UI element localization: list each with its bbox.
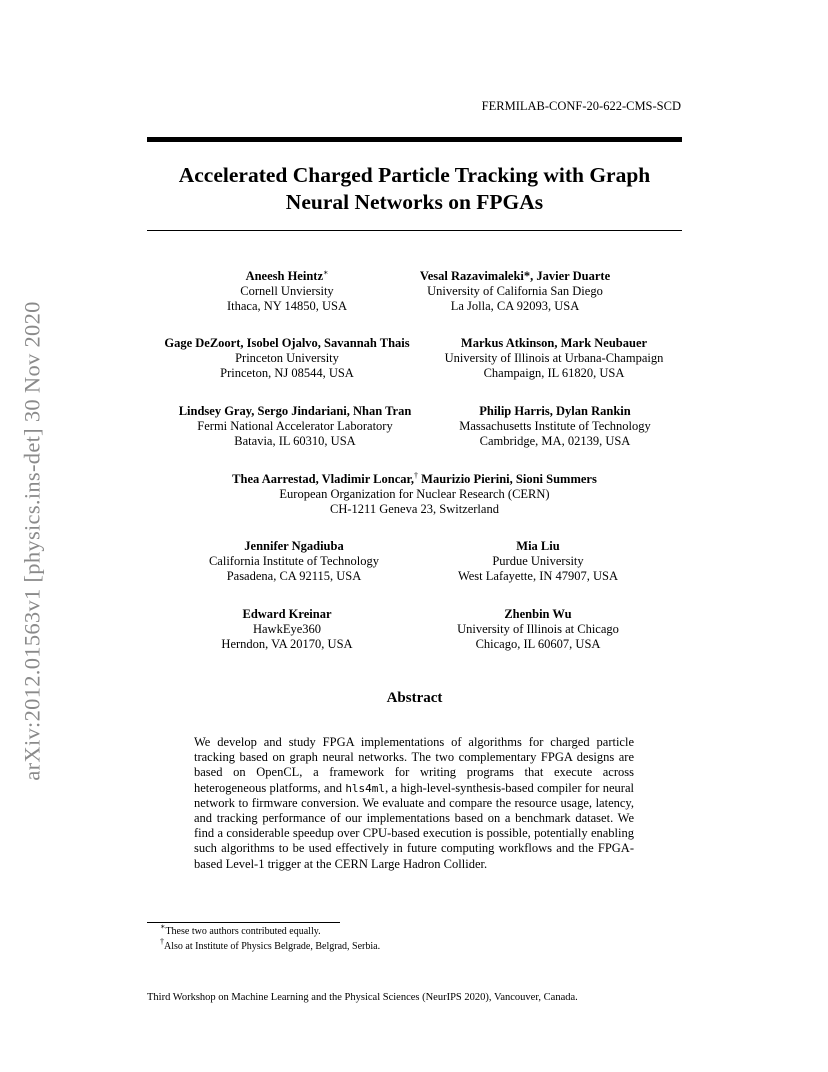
abstract-body: We develop and study FPGA implementations of algorithms for charged particle tracking based on graph neural networks. The two complementary FPGA designs are based on OpenCL, a framework for writing programs that execute across heterogeneous platforms, and hls4ml, a high-level-synthesis-based compiler for neural network to firmware conversion. We evaluate and compare the resource usage, latency, and tracking performance of our implementations based on a benchmark dataset. We find a considerable speedup over CPU-based execution is possible, potentially enabling such algorithms to be used effectively in future computing workflows and the FPGA-based Level-1 trigger at the CERN Large Hadron Collider. <box>194 735 634 871</box>
author-names: Vesal Razavimaleki*, Javier Duarte <box>419 269 611 283</box>
affiliation-cern <box>147 472 682 518</box>
author-names: Mia Liu <box>516 539 560 553</box>
address: Cambridge, MA, 02139, USA <box>479 434 631 449</box>
institution: University of Illinois at Chicago <box>457 622 619 637</box>
footnote-affiliation: †Also at Institute of Physics Belgrade, Belgrad, Serbia. <box>160 937 381 952</box>
venue-footer: Third Workshop on Machine Learning and the Physical Sciences (NeurIPS 2020), Vancouver, Canada. <box>147 992 578 1003</box>
author-names: Gage DeZoort, Isobel Ojalvo, Savannah Thais <box>164 336 410 350</box>
address: Champaign, IL 61820, USA <box>483 366 625 381</box>
footnote-mark: † <box>160 937 164 946</box>
author-names: Jennifer Ngadiuba <box>244 539 344 553</box>
affiliation-uiuc <box>394 336 714 382</box>
footnote-mark: ∗ <box>160 922 166 931</box>
address: Pasadena, CA 92115, USA <box>226 569 362 584</box>
author-names: Thea Aarrestad, Vladimir Loncar,† Maurizio Pierini, Sioni Summers <box>232 471 597 486</box>
author-names: Lindsey Gray, Sergo Jindariani, Nhan Tran <box>178 404 412 418</box>
institution: Purdue University <box>492 554 584 569</box>
paper-title <box>147 162 682 216</box>
dagger-mark: † <box>414 471 419 480</box>
address: Herndon, VA 20170, USA <box>221 637 353 652</box>
institution: Princeton University <box>235 351 339 366</box>
address: Princeton, NJ 08544, USA <box>220 366 354 381</box>
report-number: FERMILAB-CONF-20-622-CMS-SCD <box>481 99 681 113</box>
institution: Fermi National Accelerator Laboratory <box>197 419 393 434</box>
institution: California Institute of Technology <box>208 554 380 569</box>
address: Chicago, IL 60607, USA <box>475 637 601 652</box>
title-bottom-rule <box>147 230 682 231</box>
institution: University of California San Diego <box>427 284 603 299</box>
author-names: Edward Kreinar <box>242 607 332 621</box>
institution: HawkEye360 <box>252 622 322 637</box>
institution: European Organization for Nuclear Research (CERN) <box>279 487 550 502</box>
address: Ithaca, NY 14850, USA <box>226 299 347 314</box>
affiliation-ucsd <box>355 269 675 315</box>
hls4ml-code: hls4ml <box>345 781 386 795</box>
address: CH-1211 Geneva 23, Switzerland <box>330 502 499 517</box>
address: La Jolla, CA 92093, USA <box>450 299 580 314</box>
author-names: Markus Atkinson, Mark Neubauer <box>460 336 648 350</box>
institution: Cornell Unviersity <box>240 284 334 299</box>
author-names: Philip Harris, Dylan Rankin <box>479 404 631 418</box>
footnote-rule <box>147 922 340 923</box>
equal-contribution-mark: ∗ <box>323 268 329 277</box>
title-line-2: Neural Networks on FPGAs <box>285 190 544 214</box>
affiliation-purdue <box>378 539 698 585</box>
title-line-1: Accelerated Charged Particle Tracking with Graph <box>178 163 651 187</box>
institution: University of Illinois at Urbana-Champaign <box>444 351 664 366</box>
author-names: Aneesh Heintz∗ <box>245 268 329 283</box>
affiliation-mit <box>395 404 715 450</box>
author-names: Zhenbin Wu <box>504 607 572 621</box>
footnote-equal-contribution: ∗These two authors contributed equally. <box>160 922 321 937</box>
title-top-rule <box>147 137 682 142</box>
abstract-heading: Abstract <box>386 690 443 706</box>
affiliation-uic <box>378 607 698 653</box>
arxiv-stamp-container <box>8 254 58 828</box>
arxiv-stamp: arXiv:2012.01563v1 [physics.ins-det] 30 Nov 2020 <box>20 301 46 781</box>
address: Batavia, IL 60310, USA <box>234 434 356 449</box>
institution: Massachusetts Institute of Technology <box>459 419 651 434</box>
address: West Lafayette, IN 47907, USA <box>457 569 619 584</box>
